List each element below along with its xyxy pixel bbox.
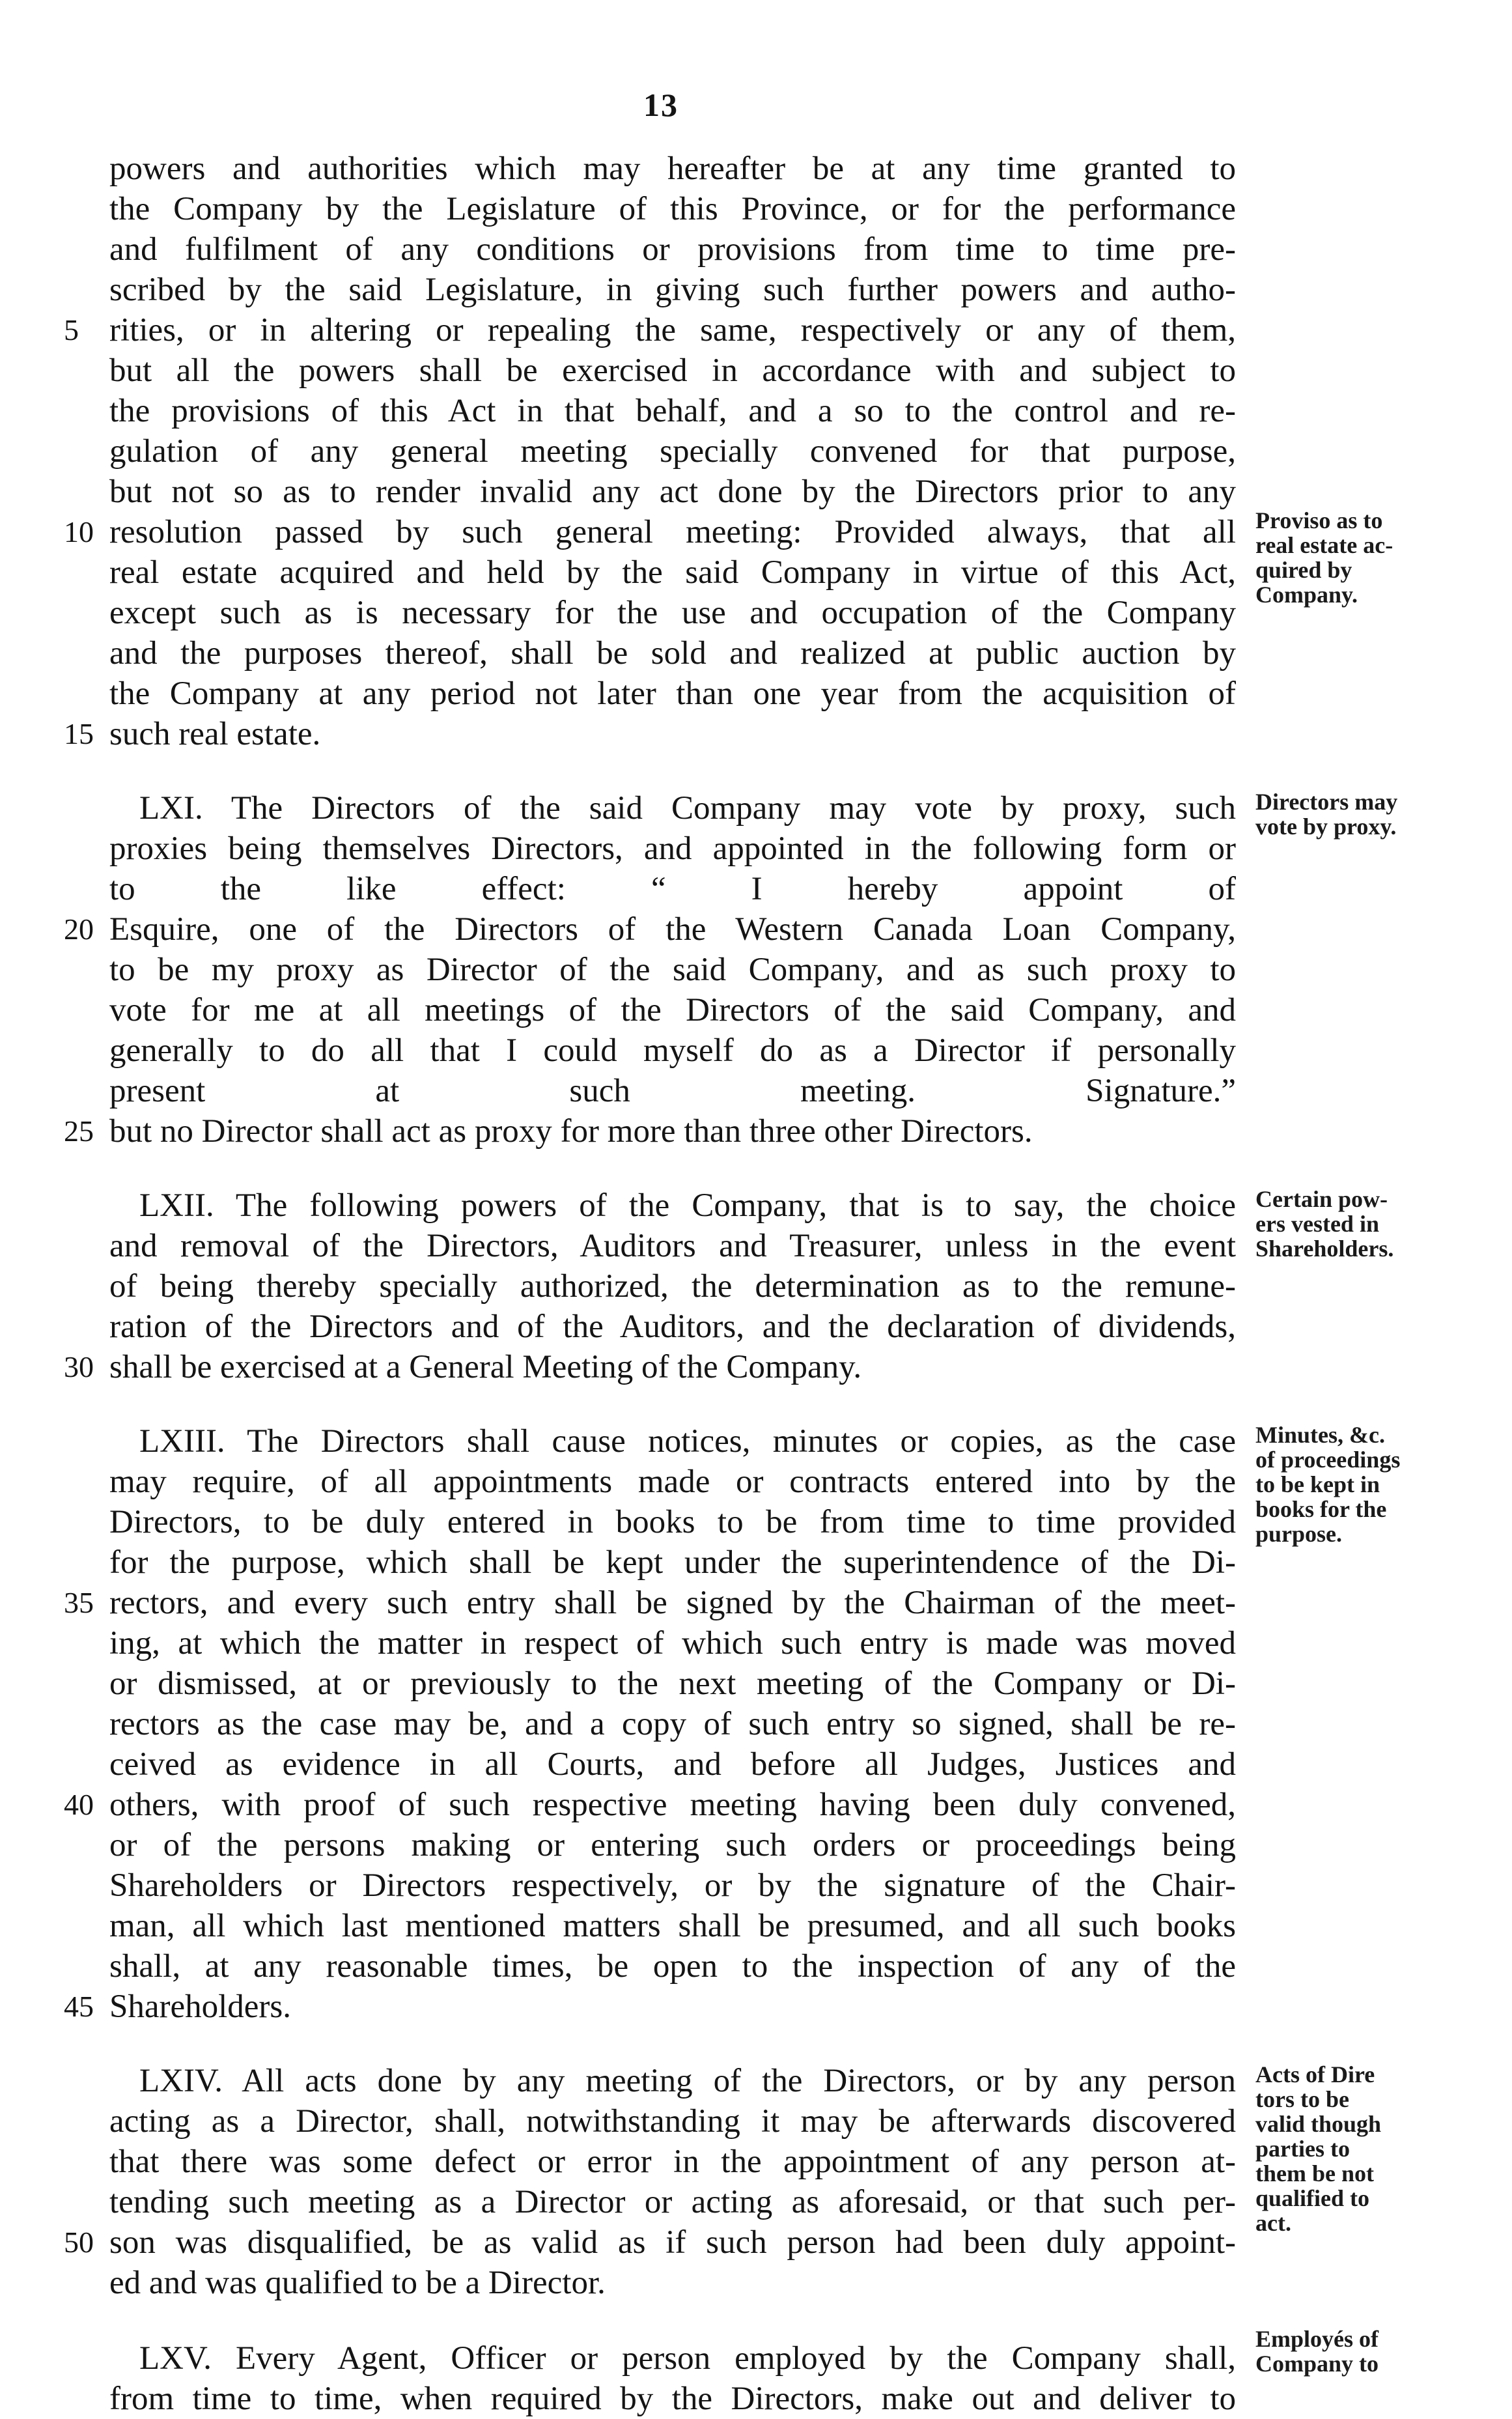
margin-note-line: of proceedings [1255, 1447, 1401, 1473]
text-line: and fulfilment of any conditions or provisions from time to time pre- [109, 231, 1236, 268]
text-line: real estate acquired and held by the said Company in virtue of this Act, [109, 554, 1236, 591]
page-number: 13 [643, 87, 679, 123]
text-line: ceived as evidence in all Courts, and before all Judges, Justices and [109, 1746, 1236, 1783]
margin-note-line: Minutes, &c. [1255, 1422, 1385, 1448]
text-line: others, with proof of such respective meeting having been duly convened, [109, 1787, 1236, 1823]
margin-note-line: act. [1255, 2210, 1291, 2236]
text-line: from time to time, when required by the Directors, make out and deliver to [109, 2381, 1236, 2417]
text-line: tending such meeting as a Director or acting as aforesaid, or that such per- [109, 2184, 1236, 2220]
text-line: except such as is necessary for the use and occupation of the Company [109, 595, 1236, 631]
text-line: Shareholders or Directors respectively, or by the signature of the Chair- [109, 1867, 1236, 1904]
text-line: present at such meeting. Signature.” [109, 1073, 1236, 1109]
margin-note-line: Proviso as to [1255, 507, 1383, 533]
margin-note-line: them be not [1255, 2160, 1374, 2186]
margin-note-line: tors to be [1255, 2086, 1349, 2112]
text-line: that there was some defect or error in the appointment of any person at- [109, 2143, 1236, 2180]
text-line: resolution passed by such general meeting: Provided always, that all [109, 514, 1236, 550]
text-line: such real estate. [109, 716, 321, 752]
text-line: to be my proxy as Director of the said Company, and as such proxy to [109, 952, 1236, 988]
text-line: LXII. The following powers of the Company, that is to say, the choice [139, 1187, 1236, 1224]
margin-note-line: parties to [1255, 2136, 1350, 2162]
line-number: 15 [64, 717, 94, 750]
margin-note-line: Directors may [1255, 789, 1398, 815]
text-line: son was disqualified, be as valid as if such person had been duly appoint- [109, 2224, 1236, 2261]
margin-note [1255, 2062, 1503, 2235]
text-line: gulation of any general meeting specially convened for that purpose, [109, 433, 1236, 470]
margin-note-line: Shareholders. [1255, 1236, 1394, 1262]
text-line: generally to do all that I could myself do as a Director if personally [109, 1032, 1236, 1069]
text-line: may require, of all appointments made or contracts entered into by the [109, 1464, 1236, 1500]
text-line: ed and was qualified to be a Director. [109, 2265, 606, 2301]
text-line: rectors, and every such entry shall be signed by the Chairman of the meet- [109, 1585, 1236, 1621]
line-number: 20 [64, 912, 94, 946]
margin-note-line: books for the [1255, 1496, 1387, 1522]
text-line: scribed by the said Legislature, in giving such further powers and autho- [109, 272, 1236, 308]
text-line: ing, at which the matter in respect of which such entry is made was moved [109, 1625, 1236, 1662]
margin-note-line: quired by [1255, 557, 1352, 583]
text-line: LXI. The Directors of the said Company may vote by proxy, such [139, 790, 1236, 827]
margin-note-line: qualified to [1255, 2185, 1370, 2211]
margin-note-line: valid though [1255, 2111, 1382, 2137]
text-line: shall, at any reasonable times, be open to the inspection of any of the [109, 1948, 1236, 1985]
line-number: 35 [64, 1586, 94, 1619]
text-line: proxies being themselves Directors, and appointed in the following form or [109, 830, 1236, 867]
text-line: Esquire, one of the Directors of the Western Canada Loan Company, [109, 911, 1236, 948]
margin-note [1255, 789, 1503, 839]
text-line: vote for me at all meetings of the Directors of the said Company, and [109, 992, 1236, 1028]
line-number: 30 [64, 1350, 94, 1383]
text-line: Directors, to be duly entered in books to be from time to time provided [109, 1504, 1236, 1540]
margin-note [1255, 1187, 1503, 1261]
margin-note-line: to be kept in [1255, 1471, 1380, 1497]
margin-note-line: Company to [1255, 2351, 1379, 2377]
margin-note-line: Certain pow- [1255, 1186, 1388, 1212]
margin-note-line: real estate ac- [1255, 532, 1393, 558]
text-line: and removal of the Directors, Auditors and Treasurer, unless in the event [109, 1228, 1236, 1264]
text-line: LXIV. All acts done by any meeting of the Directors, or by any person [139, 2063, 1236, 2099]
text-line: to the like effect: “ I hereby appoint of [109, 871, 1236, 907]
text-line: but all the powers shall be exercised in accordance with and subject to [109, 352, 1236, 389]
text-line: LXIII. The Directors shall cause notices, minutes or copies, as the case [139, 1423, 1236, 1460]
text-line: but not so as to render invalid any act done by the Directors prior to any [109, 474, 1236, 510]
text-line: the Company at any period not later than one year from the acquisition of [109, 675, 1236, 712]
text-line: rities, or in altering or repealing the same, respectively or any of them, [109, 312, 1236, 348]
text-line: man, all which last mentioned matters shall be presumed, and all such books [109, 1908, 1236, 1944]
margin-note-line: Company. [1255, 582, 1358, 608]
text-line: rectors as the case may be, and a copy of such entry so signed, shall be re- [109, 1706, 1236, 1742]
line-number: 25 [64, 1114, 94, 1148]
text-line: or dismissed, at or previously to the next meeting of the Company or Di- [109, 1665, 1236, 1702]
text-line: of being thereby specially authorized, the determination as to the remune- [109, 1268, 1236, 1305]
margin-note [1255, 508, 1503, 607]
margin-note-line: Acts of Dire [1255, 2061, 1375, 2087]
line-number: 50 [64, 2226, 94, 2259]
margin-note-line: Employés of [1255, 2326, 1379, 2352]
text-line: for the purpose, which shall be kept under the superintendence of the Di- [109, 1544, 1236, 1581]
text-line: ration of the Directors and of the Auditors, and the declaration of dividends, [109, 1309, 1236, 1345]
line-number: 10 [64, 515, 94, 548]
text-line: the Company by the Legislature of this Province, or for the performance [109, 191, 1236, 227]
line-number: 40 [64, 1788, 94, 1821]
text-line: shall be exercised at a General Meeting of the Company. [109, 1349, 862, 1385]
text-line: the provisions of this Act in that behalf, and a so to the control and re- [109, 393, 1236, 429]
line-number: 45 [64, 1990, 94, 2023]
text-line: LXV. Every Agent, Officer or person employed by the Company shall, [139, 2340, 1236, 2377]
text-line: and the purposes thereof, shall be sold and realized at public auction by [109, 635, 1236, 672]
text-line: powers and authorities which may hereafter be at any time granted to [109, 150, 1236, 187]
margin-note [1255, 2327, 1503, 2376]
margin-note-line: ers vested in [1255, 1211, 1379, 1237]
text-line: or of the persons making or entering such orders or proceedings being [109, 1827, 1236, 1863]
margin-note-line: purpose. [1255, 1521, 1343, 1547]
line-number: 5 [64, 313, 79, 347]
text-line: acting as a Director, shall, notwithstanding it may be afterwards discovered [109, 2103, 1236, 2140]
margin-note [1255, 1422, 1503, 1546]
text-line: but no Director shall act as proxy for more than three other Directors. [109, 1113, 1033, 1150]
text-line: Shareholders. [109, 1988, 292, 2025]
margin-note-line: vote by proxy. [1255, 813, 1397, 840]
